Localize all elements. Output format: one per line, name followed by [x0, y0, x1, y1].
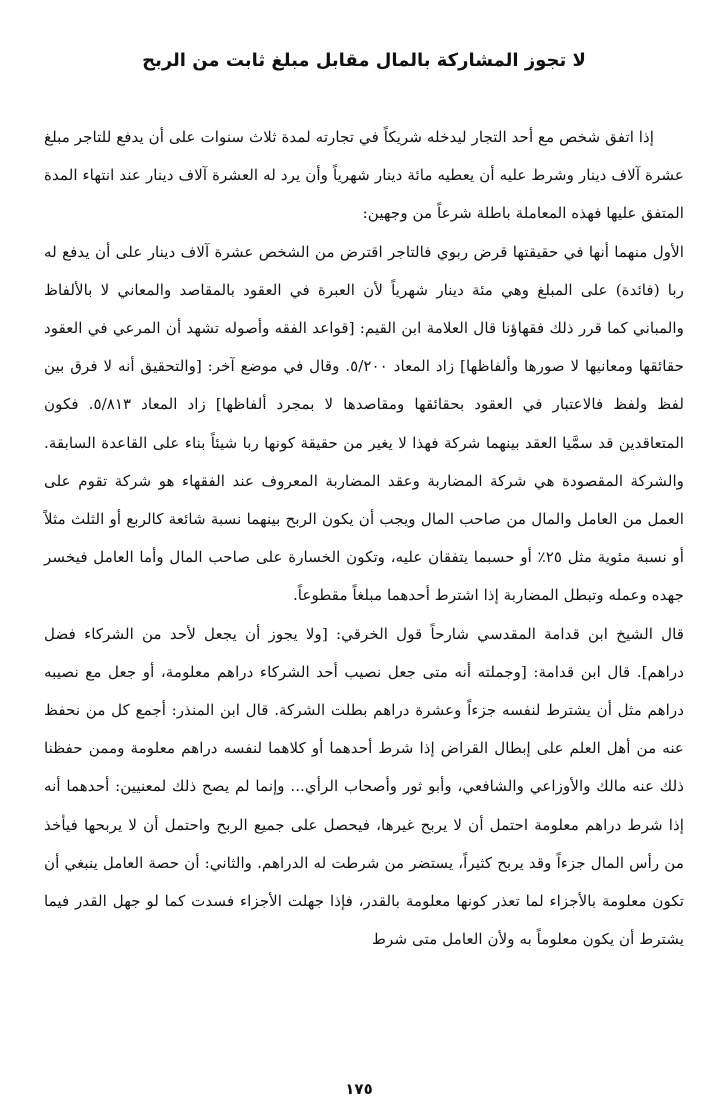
paragraph-ibn-qudama-quote: قال الشيخ ابن قدامة المقدسي شارحاً قول الخرقي: [ولا يجوز أن يجعل لأحد من الشركاء فضل دراهم]. قال ابن قدامة: [وجملته أنه متى جعل نصيب أحد الشركاء دراهم معلومة، أو جعل مع نصيبه دراهم مثل أن يشترط لنفسه جزءاً وعشرة دراهم بطلت الشركة. قال ابن المنذر: أجمع كل من نحفظ عنه من أهل العلم على إبطال القراض إذا شرط أحدهما أو كلاهما لنفسه دراهم معلومة وممن حفظنا ذلك عنه مالك والأوزاعي والشافعي، وأبو ثور وأصحاب الرأي... وإنما لم يصح ذلك لمعنيين: أحدهما أنه إذا شرط دراهم معلومة احتمل أن لا يربح غيرها، فيحصل على جميع الربح واحتمل أن لا يربحها فيأخذ من رأس المال جزءاً وقد يربح كثيراً، يستضر من شرطت له الدراهم. والثاني: أن حصة العامل ينبغي أن تكون معلومة بالأجزاء لما تعذر كونها معلومة بالقدر، فإذا جهلت الأجزاء فسدت كما لو جهل القدر فيما يشترط أن يكون معلوماً به ولأن العامل متى شرط [44, 624, 684, 949]
page-title: لا تجوز المشاركة بالمال مقابل مبلغ ثابت من الربح [142, 50, 586, 71]
page-number: ١٧٥ [345, 1080, 373, 1098]
paragraph-intro: إذا اتفق شخص مع أحد التجار ليدخله شريكاً في تجارته لمدة ثلاث سنوات على أن يدفع للتاجر مبلغ عشرة آلاف دينار وشرط عليه أن يعطيه مائة دينار شهرياً وأن يرد له العشرة آلاف دينار عند انتهاء المدة المتفق عليها فهذه المعاملة باطلة شرعاً من وجهين: [44, 128, 684, 223]
paragraph-first-reason: الأول منهما أنها في حقيقتها قرض ربوي فالتاجر اقترض من الشخص عشرة آلاف دينار على أن يدفع له ربا (فائدة) على المبلغ وهي مئة دينار شهرياً لأن العبرة في العقود بالمقاصد والمعاني لا بالألفاظ والمباني كما قرر ذلك فقهاؤنا قال العلامة ابن القيم: [قواعد الفقه وأصوله تشهد أن المرعي في العقود حقائقها ومعانيها لا صورها وألفاظها] زاد المعاد ٥/٢٠٠. وقال في موضع آخر: [والتحقيق أنه لا فرق بين لفظ ولفظ فالاعتبار في العقود بحقائقها ومقاصدها لا بمجرد ألفاظها] زاد المعاد ٥/٨١٣. فكون المتعاقدين قد سمَّيا العقد بينهما شركة فهذا لا يغير من حقيقة كونها ربا شيئاً بناء على القاعدة السابقة. والشركة المقصودة هي شركة المضاربة وعقد المضاربة المعروف عند الفقهاء هو شركة تقوم على العمل من العامل والمال من صاحب المال ويجب أن يكون الربح بينهما نسبة شائعة كالربع أو الثلث مثلاً أو نسبة مئوية مثل ٢٥٪ أو حسبما يتفقان عليه، وتكون الخسارة على صاحب المال وأما العامل فيخسر جهده وعمله وتبطل المضاربة إذا اشترط أحدهما مبلغاً مقطوعاً. [44, 242, 684, 605]
document-page [44, 38, 684, 958]
